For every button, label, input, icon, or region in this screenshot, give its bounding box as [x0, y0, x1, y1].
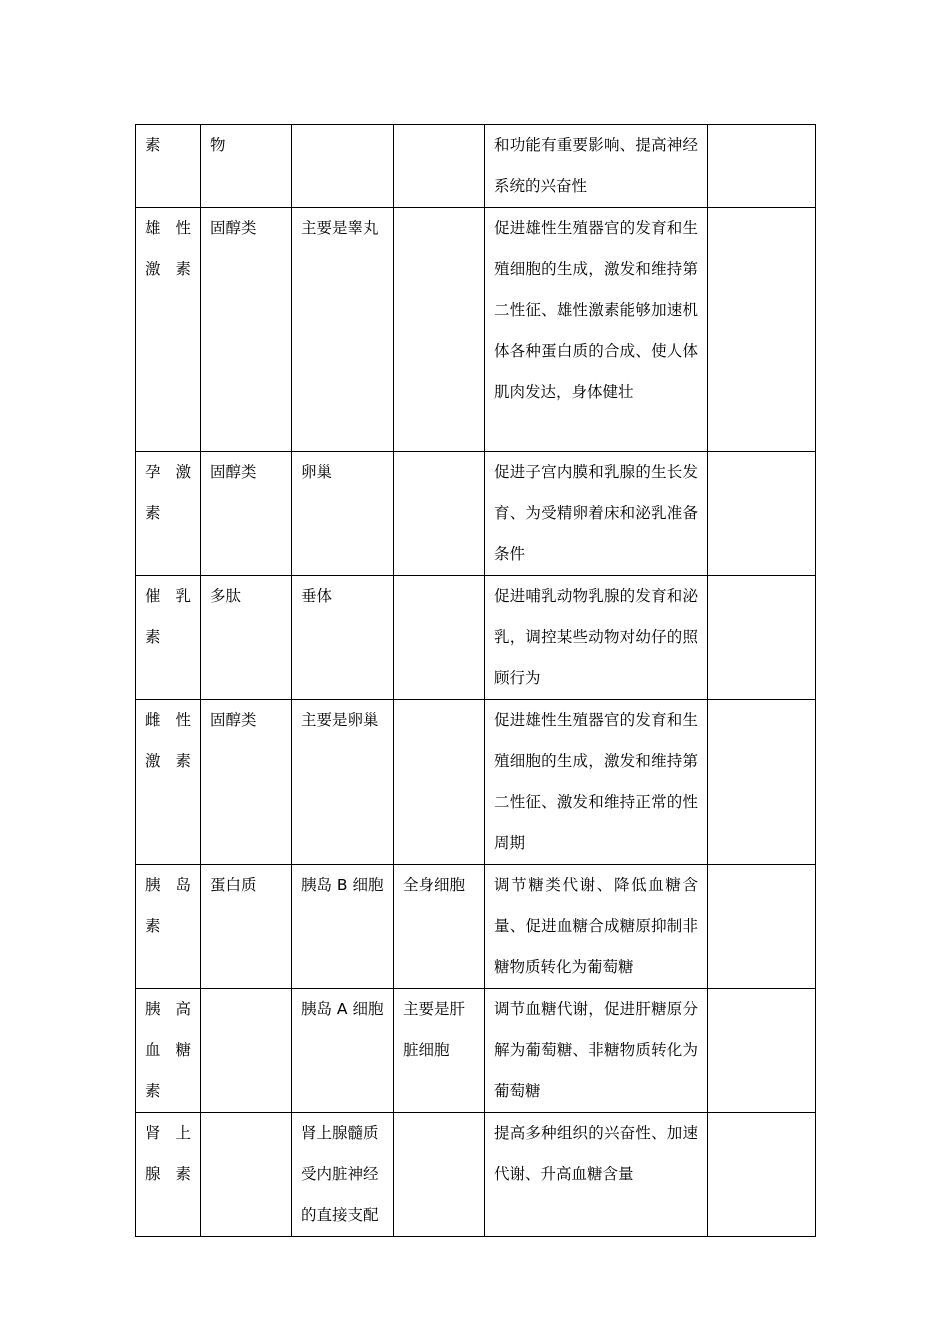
source-cell: 卵巢: [292, 452, 394, 576]
source-cell: 肾上腺髓质受内脏神经的直接支配: [292, 1113, 394, 1237]
function-cell: 促进哺乳动物乳腺的发育和泌乳，调控某些动物对幼仔的照顾行为: [485, 576, 708, 700]
chemical-type-cell: 固醇类: [201, 208, 292, 452]
function-cell: 促进子宫内膜和乳腺的生长发育、为受精卵着床和泌乳准备条件: [485, 452, 708, 576]
target-cell: [394, 1113, 485, 1237]
note-cell: [708, 452, 816, 576]
target-cell: 全身细胞: [394, 865, 485, 989]
table-row: [136, 576, 816, 700]
target-cell: [394, 125, 485, 208]
hormone-name-cell: 催乳素: [136, 576, 201, 700]
note-cell: [708, 865, 816, 989]
note-cell: [708, 208, 816, 452]
hormone-table: [135, 124, 816, 1237]
note-cell: [708, 989, 816, 1113]
source-cell: 主要是卵巢: [292, 700, 394, 865]
chemical-type-cell: [201, 1113, 292, 1237]
function-cell: 促进雄性生殖器官的发育和生殖细胞的生成，激发和维持第二性征、激发和维持正常的性周期: [485, 700, 708, 865]
target-cell: [394, 700, 485, 865]
function-cell: 促进雄性生殖器官的发育和生殖细胞的生成，激发和维持第二性征、雄性激素能够加速机体各种蛋白质的合成、使人体肌肉发达，身体健壮: [485, 208, 708, 452]
target-cell: [394, 208, 485, 452]
chemical-type-cell: 物: [201, 125, 292, 208]
chemical-type-cell: 固醇类: [201, 700, 292, 865]
chemical-type-cell: 蛋白质: [201, 865, 292, 989]
table-row: [136, 1113, 816, 1237]
hormone-name-cell: 雄性激素: [136, 208, 201, 452]
hormone-name-cell: 素: [136, 125, 201, 208]
target-cell: 主要是肝脏细胞: [394, 989, 485, 1113]
source-cell: 垂体: [292, 576, 394, 700]
hormone-name-cell: 肾上腺素: [136, 1113, 201, 1237]
target-cell: [394, 576, 485, 700]
source-cell: [292, 125, 394, 208]
note-cell: [708, 125, 816, 208]
table-row: [136, 989, 816, 1113]
hormone-name-cell: 胰岛素: [136, 865, 201, 989]
hormone-name-cell: 孕激素: [136, 452, 201, 576]
source-cell: 主要是睾丸: [292, 208, 394, 452]
note-cell: [708, 700, 816, 865]
table-row: [136, 700, 816, 865]
table-row: [136, 208, 816, 452]
function-cell: 提高多种组织的兴奋性、加速代谢、升高血糖含量: [485, 1113, 708, 1237]
source-cell: 胰岛 B 细胞: [292, 865, 394, 989]
chemical-type-cell: 多肽: [201, 576, 292, 700]
table-row: [136, 125, 816, 208]
function-cell: 和功能有重要影响、提高神经系统的兴奋性: [485, 125, 708, 208]
hormone-name-cell: 胰高血糖素: [136, 989, 201, 1113]
table-row: [136, 452, 816, 576]
hormone-name-cell: 雌性激素: [136, 700, 201, 865]
source-cell: 胰岛 A 细胞: [292, 989, 394, 1113]
target-cell: [394, 452, 485, 576]
note-cell: [708, 576, 816, 700]
chemical-type-cell: [201, 989, 292, 1113]
function-cell: 调节糖类代谢、降低血糖含量、促进血糖合成糖原抑制非糖物质转化为葡萄糖: [485, 865, 708, 989]
function-cell: 调节血糖代谢，促进肝糖原分解为葡萄糖、非糖物质转化为葡萄糖: [485, 989, 708, 1113]
note-cell: [708, 1113, 816, 1237]
table-row: [136, 865, 816, 989]
chemical-type-cell: 固醇类: [201, 452, 292, 576]
